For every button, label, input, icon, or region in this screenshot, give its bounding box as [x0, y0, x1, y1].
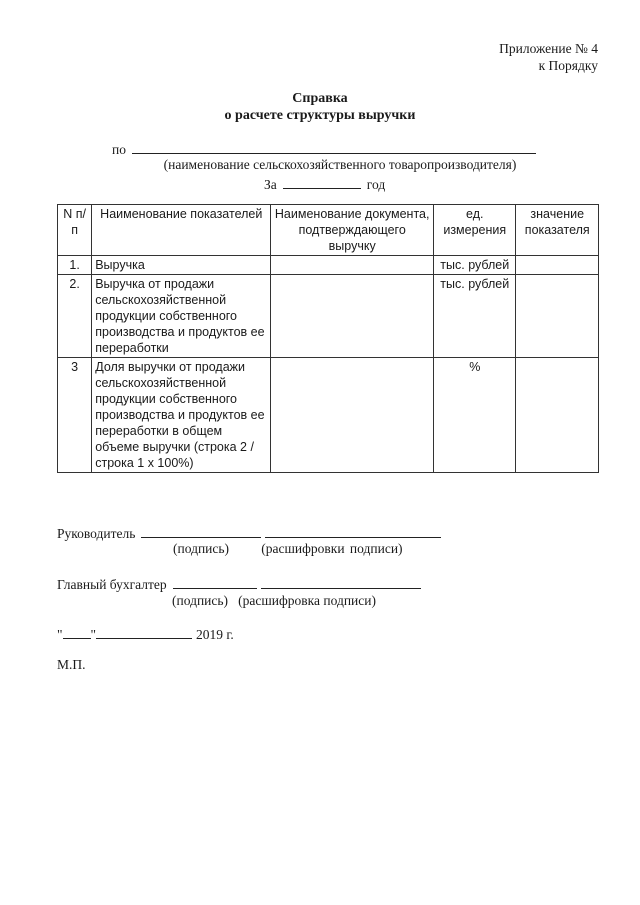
day-blank[interactable]: [63, 625, 91, 639]
accountant-name-blank[interactable]: [261, 575, 421, 589]
document-title: [0, 90, 640, 124]
year-line: [264, 174, 385, 193]
year-suffix: год: [366, 177, 386, 192]
accountant-signature-caption: (подпись) (расшифровка подписи): [172, 593, 376, 608]
appendix-line2: к Порядку: [538, 58, 598, 73]
row-num: 2.: [58, 275, 92, 358]
header-unit: ед. измерения: [434, 205, 516, 256]
date-line: " " 2019 г.: [57, 627, 234, 642]
year-blank[interactable]: [283, 174, 361, 189]
date-year: 2019 г.: [196, 627, 234, 642]
row-num: 1.: [58, 256, 92, 275]
title-line2: о расчете структуры выручки: [224, 108, 416, 123]
revenue-structure-table: [57, 204, 599, 473]
producer-caption: (наименование сельскохозяйственного товаропроизводителя): [163, 157, 517, 172]
row-doc[interactable]: [271, 275, 434, 358]
row-num: 3: [58, 358, 92, 473]
producer-name-blank[interactable]: [132, 139, 536, 154]
table-header-row: [58, 205, 599, 256]
row-unit: тыс. рублей: [434, 256, 516, 275]
appendix-note: [499, 40, 598, 74]
row-unit: %: [434, 358, 516, 473]
accountant-signature-blank[interactable]: [173, 575, 257, 589]
table-row: [58, 358, 599, 473]
head-name-blank[interactable]: [265, 524, 441, 538]
head-signature-caption: (подпись) (расшифровки подписи): [173, 541, 403, 556]
head-signature-blank[interactable]: [141, 524, 261, 538]
row-name: Выручка: [92, 256, 271, 275]
accountant-label: Главный бухгалтер: [57, 577, 167, 592]
po-label: по: [112, 142, 126, 157]
row-doc[interactable]: [271, 256, 434, 275]
head-label: Руководитель: [57, 526, 136, 541]
year-prefix: За: [264, 177, 277, 192]
row-name: Выручка от продажи сельскохозяйственной продукции собственного производства и продуктов ее переработки: [92, 275, 271, 358]
appendix-line1: Приложение № 4: [499, 41, 598, 56]
row-unit: тыс. рублей: [434, 275, 516, 358]
row-value[interactable]: [516, 358, 599, 473]
header-value: значение показателя: [516, 205, 599, 256]
month-blank[interactable]: [96, 625, 192, 639]
row-doc[interactable]: [271, 358, 434, 473]
table-row: [58, 256, 599, 275]
accountant-signature-line: [57, 575, 421, 593]
table-row: [58, 275, 599, 358]
head-signature-line: [57, 524, 441, 542]
row-value[interactable]: [516, 275, 599, 358]
row-name: Доля выручки от продажи сельскохозяйственной продукции собственного производства и продуктов ее переработки в общем объеме выручки (строка 2 / строка 1 x 100%): [92, 358, 271, 473]
header-document: Наименование документа, подтверждающего выручку: [271, 205, 434, 256]
title-line1: Справка: [292, 91, 348, 106]
header-num: N п/п: [58, 205, 92, 256]
producer-line: [112, 139, 536, 158]
stamp-place: М.П.: [57, 657, 86, 672]
header-indicator: Наименование показателей: [92, 205, 271, 256]
row-value[interactable]: [516, 256, 599, 275]
